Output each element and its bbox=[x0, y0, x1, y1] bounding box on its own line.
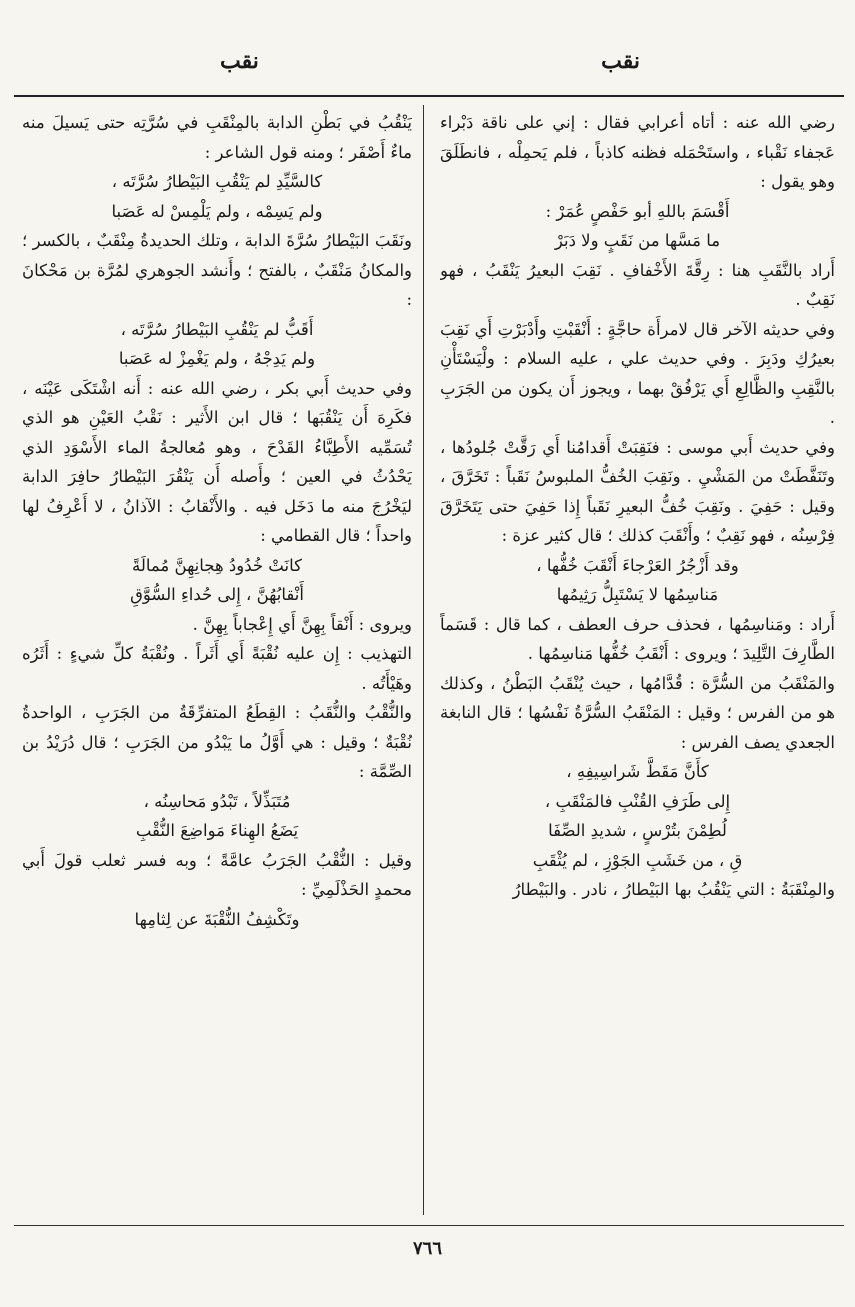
verse-line: مَناسِمُها لا يَسْتَبِلُّ رَثِيمُها bbox=[556, 585, 719, 604]
right-headword: نقب bbox=[601, 48, 640, 74]
verse-line: لُطِمْنَ بتُرْسٍ ، شديدِ الصِّفَا bbox=[548, 821, 727, 840]
verse-line: ما مَسَّها من نَقَبٍ ولا دَبَرْ bbox=[554, 231, 721, 250]
entry-paragraph: يَنْقُبُ في بَطْنِ الدابة بالمِنْقَبِ في سُرَّتِه حتى يَسيلَ منه ماءٌ أَصْفَر ؛ ومنه قول الشاعر : bbox=[22, 113, 412, 162]
entry-paragraph: أَراد : ومَناسِمُها ، فحذف حرف العطف ، كما قال : قَسَماً الطَّارِفَ التَّلِيدَ ؛ ويروى : أَنْقَبُ خُفُّها مَناسِمُها . bbox=[440, 614, 835, 663]
entry-paragraph: رضي الله عنه : أتاه أعرابي فقال : إني على ناقة دَبْراء عَجفاء نَقْباء ، واستَحْمَله فظنه كاذباً ، فلم يَحمِلْه ، فانطَلَقَ وهو يقول : bbox=[440, 113, 835, 191]
verse-line: كأَنَّ مَقَطَّ شَراسِيفِهِ ، bbox=[566, 762, 709, 781]
entry-paragraph: ويروى : أَنْقاً بِهِنَّ أَي إِعْجاباً بِهِنَّ . bbox=[192, 614, 412, 634]
entry-paragraph: وفي حديث أَبي بكر ، رضي الله عنه : أَنه اشْتَكَى عَيْنَه ، فكَرِهَ أَن يَنْقُبَها ؛ قال ابن الأَثير : نَقْبُ العَيْنِ هو الذي تُسَمِّيه الأَطِبَّاءُ القَدْحَ ، وهو مُعالجةُ الماء الأَسْوَدِ الذي يَحْدُثُ في العين ؛ وأَصله أَن يَنْقُرَ البَيْطارُ حافِرَ الدابة ليَخْرُجَ منه ما دَخَل فيه . والأَنْقابُ : الآذانُ ، لا أَعْرِفُ لها واحداً ؛ قال القطامي : bbox=[22, 378, 412, 545]
verse-line: أَقْسَمَ باللهِ أبو حَفْصٍ عُمَرْ : bbox=[545, 201, 730, 221]
entry-paragraph: التهذيب : إِن عليه نُقْبَةً أَي أَثَراً . ونُقْبَةُ كلِّ شيءٍ : أَثَرُه وهَيْأَتُه . bbox=[22, 644, 412, 693]
entry-paragraph: وفي حديث أَبي موسى : فنَقِبَتْ أَقدامُنا أَي رَقَّتْ جُلودُها ، وتَنَفَّطَتْ من المَشْيِ . ونَقِبَ الخُفُّ الملبوسُ نَقَباً : تَخَرَّقَ ، وقيل : حَفِيَ . ونَقِبَ خُفُّ البعيرِ نَقَباً إِذا حَفِيَ حتى يَتَخَرَّقَ فِرْسِنُه ، فهو نَقِبٌ ؛ وأَنْقَبَ كذلك ؛ قال كثير عزة : bbox=[440, 437, 835, 545]
left-column bbox=[22, 108, 412, 1218]
column-divider bbox=[423, 105, 424, 1215]
verse-line: أَقَبُّ لم يَنْقُبِ البَيْطارُ سُرَّتَه ، bbox=[120, 319, 314, 339]
verse-line: كالسَّيِّدِ لم يَنْقُبِ البَيْطارُ سُرَّتَه ، bbox=[111, 172, 323, 191]
left-headword: نقب bbox=[220, 48, 259, 74]
verse-line: قِ ، من خَشَبِ الجَوْزِ ، لم يُثْقَبِ bbox=[532, 850, 743, 870]
entry-paragraph: أَراد بالنَّقَبِ هنا : رِقَّةَ الأَخْفافِ . نَقِبَ البعيرُ يَنْقَبُ ، فهو نَقِبٌ . bbox=[440, 260, 835, 309]
verse-line: كانَتْ خُدُودُ هِجانِهِنَّ مُمالَةً bbox=[131, 555, 302, 575]
verse-line: وتَكْشِفُ النُّقْبَةَ عن لِثامِها bbox=[134, 909, 300, 929]
page-header bbox=[20, 48, 835, 88]
right-column bbox=[440, 108, 835, 1218]
entry-paragraph: والمِنْقَبَةُ : التي يَنْقُبُ بها البَيْطارُ ، نادر . والبَيْطارُ bbox=[512, 880, 835, 899]
header-rule bbox=[14, 95, 844, 97]
footer-rule bbox=[14, 1225, 844, 1226]
entry-paragraph: ونَقَبَ البَيْطارُ سُرَّةَ الدابة ، وتلك الحديدةُ مِنْقَبٌ ، بالكسر ؛ والمكانُ مَنْقَبٌ ، بالفتح ؛ وأَنشد الجوهري لمُرَّة بن مَحْكانَ : bbox=[22, 231, 412, 309]
verse-line: يَضَعُ الهِناءَ مَواضِعَ النُّقْبِ bbox=[135, 821, 299, 840]
entry-paragraph: وفي حديثه الآخر قال لامرأَة حاجَّةٍ : أَنْقَبْتِ وأَدْبَرْتِ أَي نَقِبَ بعيرُكِ ودَبِرَ . وفي حديث علي ، عليه السلام : ولْيَسْتَأْنِ بالنَّقِبِ والظَّالِعِ أَي يَرْفُقْ بهما ، ويجوز أَن يكون من الجَرَبِ . bbox=[440, 319, 835, 427]
verse-line: ولم يَدِجْهُ ، ولم يَغْمِزْ له عَصَبا bbox=[118, 349, 316, 368]
verse-line: إِلى طَرَفِ القُنْبِ فالمَنْقَبِ ، bbox=[544, 791, 731, 811]
verse-line: وقد أَزْجُرُ العَرْجاءَ أَنْقَبَ خُفُّها ، bbox=[536, 555, 739, 575]
verse-line: مُتَبَذِّلاً ، تَبْدُو مَحاسِنُه ، bbox=[143, 791, 291, 811]
entry-paragraph: والنُّقْبُ والنُّقَبُ : القِطَعُ المتفرِّقَةُ من الجَرَبِ ، الواحدةُ نُقْبَةٌ ؛ وقيل : هي أَوَّلُ ما يَبْدُو من الجَرَبِ ؛ قال دُرَيْدُ بن الصِّمَّة : bbox=[22, 703, 412, 781]
verse-line: ولم يَسِمْه ، ولم يَلْمِسْ له عَصَبا bbox=[111, 201, 323, 221]
entry-paragraph: والمَنْقَبُ من السُّرَّة : قُدَّامُها ، حيث يُنْقَبُ البَطْنُ ، وكذلك هو من الفرس ؛ وقيل : المَنْقَبُ السُّرَّةُ نَفْسُها ؛ قال النابغة الجعدي يصف الفرس : bbox=[440, 673, 835, 752]
page-number: ٧٦٦ bbox=[412, 1238, 442, 1259]
verse-line: أَنْقابُهُنَّ ، إِلى حُداءِ السُّوَّقِ bbox=[130, 585, 304, 604]
entry-paragraph: وقيل : النُّقْبُ الجَرَبُ عامَّةً ؛ وبه فسر ثعلب قولَ أَبي محمدٍ الحَذْلَمِيِّ : bbox=[22, 850, 412, 899]
